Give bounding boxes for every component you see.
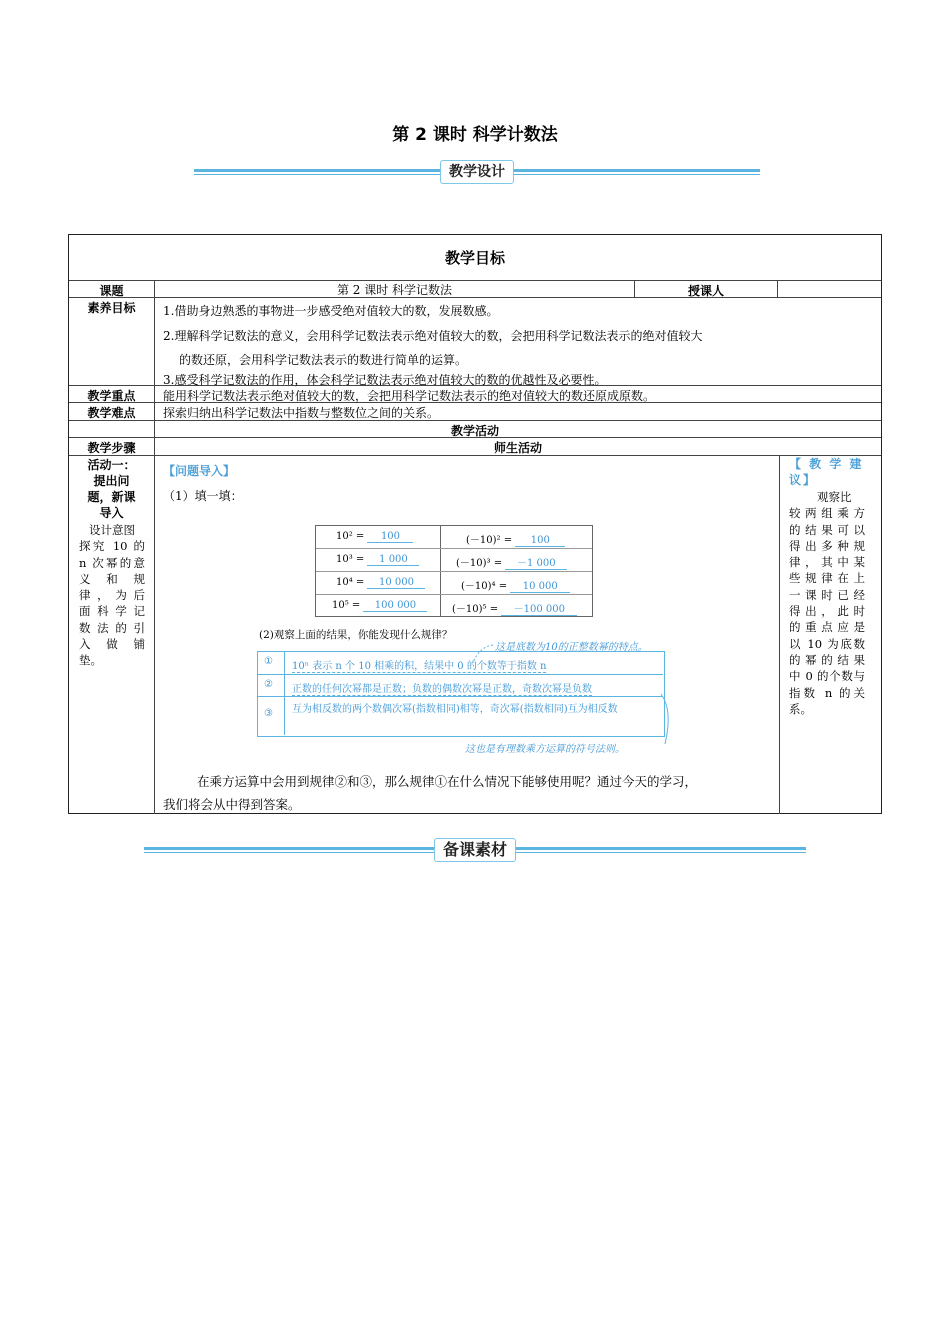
suggestion-body: [789, 489, 865, 717]
design-intent-line: 入 做 铺: [79, 637, 145, 652]
rule-number: ②: [264, 679, 273, 690]
key-label: 教学重点: [87, 389, 136, 403]
suggestion-line: 律，其中某: [789, 555, 865, 570]
difficulty-label: 教学难点: [87, 406, 136, 420]
fill-row: [456, 554, 567, 570]
teacher-label: 授课人: [687, 284, 724, 298]
fill-right-answer: 100: [515, 535, 565, 547]
activity1-title: [69, 457, 154, 521]
fill-right-answer: 10 000: [510, 581, 570, 593]
goal-3: 3.感受科学记数法的作用，体会科学记数法表示绝对值较大的数的优越性及必要性。: [163, 373, 607, 387]
suggestion-line: 观察比: [817, 490, 852, 504]
fill-in-table: [315, 525, 593, 617]
fill-prompt: （1）填一填：: [163, 489, 243, 503]
lesson-label: 课题: [99, 284, 124, 298]
fill-right-answer: －1 000: [505, 554, 567, 570]
design-intent-line: 设计意图: [89, 523, 135, 537]
page-title: 第 2 课时 科学计数法: [392, 125, 558, 145]
fill-left-expr: 10³ =: [336, 554, 365, 565]
design-intent-line: 数 法 的 引: [79, 620, 145, 635]
fill-right-expr: (－10)⁴ =: [461, 581, 508, 592]
fill-row: [466, 531, 565, 547]
rule-text: 互为相反数的两个数偶次幂(指数相同)相等，奇次幂(指数相同)互为相反数: [292, 704, 618, 715]
suggestion-line: 一课时已经: [789, 587, 865, 602]
rules-box: [257, 651, 665, 737]
design-intent: [79, 522, 145, 669]
design-intent-line: 律 ， 为 后: [79, 588, 145, 603]
goal-2-cont: 的数还原，会用科学记数法表示的数进行简单的运算。: [179, 353, 468, 367]
fill-left-expr: 10² =: [336, 531, 365, 542]
suggestion-line: 得出，此时: [789, 604, 865, 619]
goal-2: 2.理解科学记数法的意义，会用科学记数法表示绝对值较大的数，会把用科学记数法表示的绝对值较大: [163, 329, 703, 343]
design-intent-line: 义 和 规: [79, 571, 145, 586]
note-bottom: 这也是有理数乘方运算的符号法则。: [465, 744, 625, 755]
banner-label: 备课素材: [434, 838, 516, 862]
fill-left-answer: 100 000: [363, 600, 427, 612]
suggestion-line: 指数 n 的关: [789, 685, 865, 700]
activity1-title-line: 题，新课: [87, 490, 136, 504]
objectives-heading: 教学目标: [444, 249, 505, 267]
banner-label: 教学设计: [440, 160, 514, 184]
closing-line: 在乘方运算中会用到规律②和③，那么规律①在什么情况下能够使用呢？通过今天的学习，: [197, 774, 698, 789]
goal-1: 1.借助身边熟悉的事物进一步感受绝对值较大的数，发展数感。: [163, 304, 499, 318]
lesson-value: 第 2 课时 科学记数法: [336, 283, 453, 297]
activity-heading: 教学活动: [450, 424, 499, 438]
fill-left-answer: 1 000: [367, 554, 419, 566]
design-intent-line: 垫。: [79, 653, 102, 668]
note-top: 这是底数为10的正整数幂的特点。: [495, 642, 648, 653]
suggestion-line: 得出多种规: [789, 538, 865, 553]
fill-left-expr: 10⁵ =: [332, 600, 361, 611]
fill-row: [332, 600, 427, 612]
activity1-title-line: 导入: [99, 506, 124, 520]
lesson-material-banner: [144, 838, 806, 862]
teacher-student-label: 师生活动: [493, 441, 542, 455]
suggestion-line: 的重点应是: [789, 620, 865, 635]
steps-label: 教学步骤: [87, 441, 136, 455]
fill-left-expr: 10⁴ =: [336, 577, 365, 588]
suggestion-line: 的幂的结果: [789, 652, 865, 667]
suggestion-line: 中 0 的个数与: [789, 669, 865, 684]
fill-right-expr: (－10)⁵ =: [452, 604, 499, 615]
key-value: 能用科学记数法表示绝对值较大的数，会把用科学记数法表示的绝对值较大的数还原成原数。: [163, 389, 656, 403]
activity1-title-line: 活动一：: [87, 458, 136, 472]
rule-number: ①: [264, 656, 273, 667]
fill-left-answer: 100: [367, 531, 413, 543]
fill-row: [336, 577, 425, 589]
fill-row: [452, 600, 577, 616]
rule-number: ③: [264, 708, 273, 719]
suggestion-line: 以 10 为底数: [789, 636, 865, 651]
rule-text: 正数的任何次幂都是正数；负数的偶数次幂是正数，奇数次幂是负数: [292, 680, 592, 696]
activity1-title-line: 提出问: [93, 474, 130, 488]
rule-text: 10ⁿ 表示 n 个 10 相乘的积，结果中 0 的个数等于指数 n: [292, 657, 546, 673]
problem-intro-tag: 【问题导入】: [163, 464, 236, 478]
fill-row: [336, 531, 413, 543]
lesson-plan-table: [68, 234, 882, 814]
suggestion-line: 些规律在上: [789, 571, 865, 586]
fill-row: [461, 577, 570, 593]
fill-left-answer: 10 000: [367, 577, 425, 589]
design-intent-line: n 次幂的意: [79, 555, 145, 570]
fill-right-expr: (－10)² =: [466, 535, 513, 546]
observe-prompt: (2)观察上面的结果，你能发现什么规律？: [259, 629, 453, 641]
suggestion-title: 【 教 学 建 议】: [789, 457, 864, 487]
design-intent-line: 探究 10 的: [79, 539, 145, 554]
fill-right-expr: (－10)³ =: [456, 558, 503, 569]
suggestion-line: 的结果可以: [789, 522, 865, 537]
teaching-design-banner: [194, 160, 760, 184]
goals-label: 素养目标: [87, 301, 136, 315]
design-intent-line: 面 科 学 记: [79, 604, 145, 619]
suggestion-line: 较两组乘方: [789, 506, 865, 521]
fill-row: [336, 554, 419, 566]
closing-line: 我们将会从中得到答案。: [163, 797, 301, 812]
fill-right-answer: －100 000: [501, 600, 577, 616]
difficulty-value: 探索归纳出科学记数法中指数与整数位之间的关系。: [163, 406, 440, 420]
suggestion-line: 系。: [789, 701, 812, 716]
note-bottom-connector: [657, 690, 687, 750]
